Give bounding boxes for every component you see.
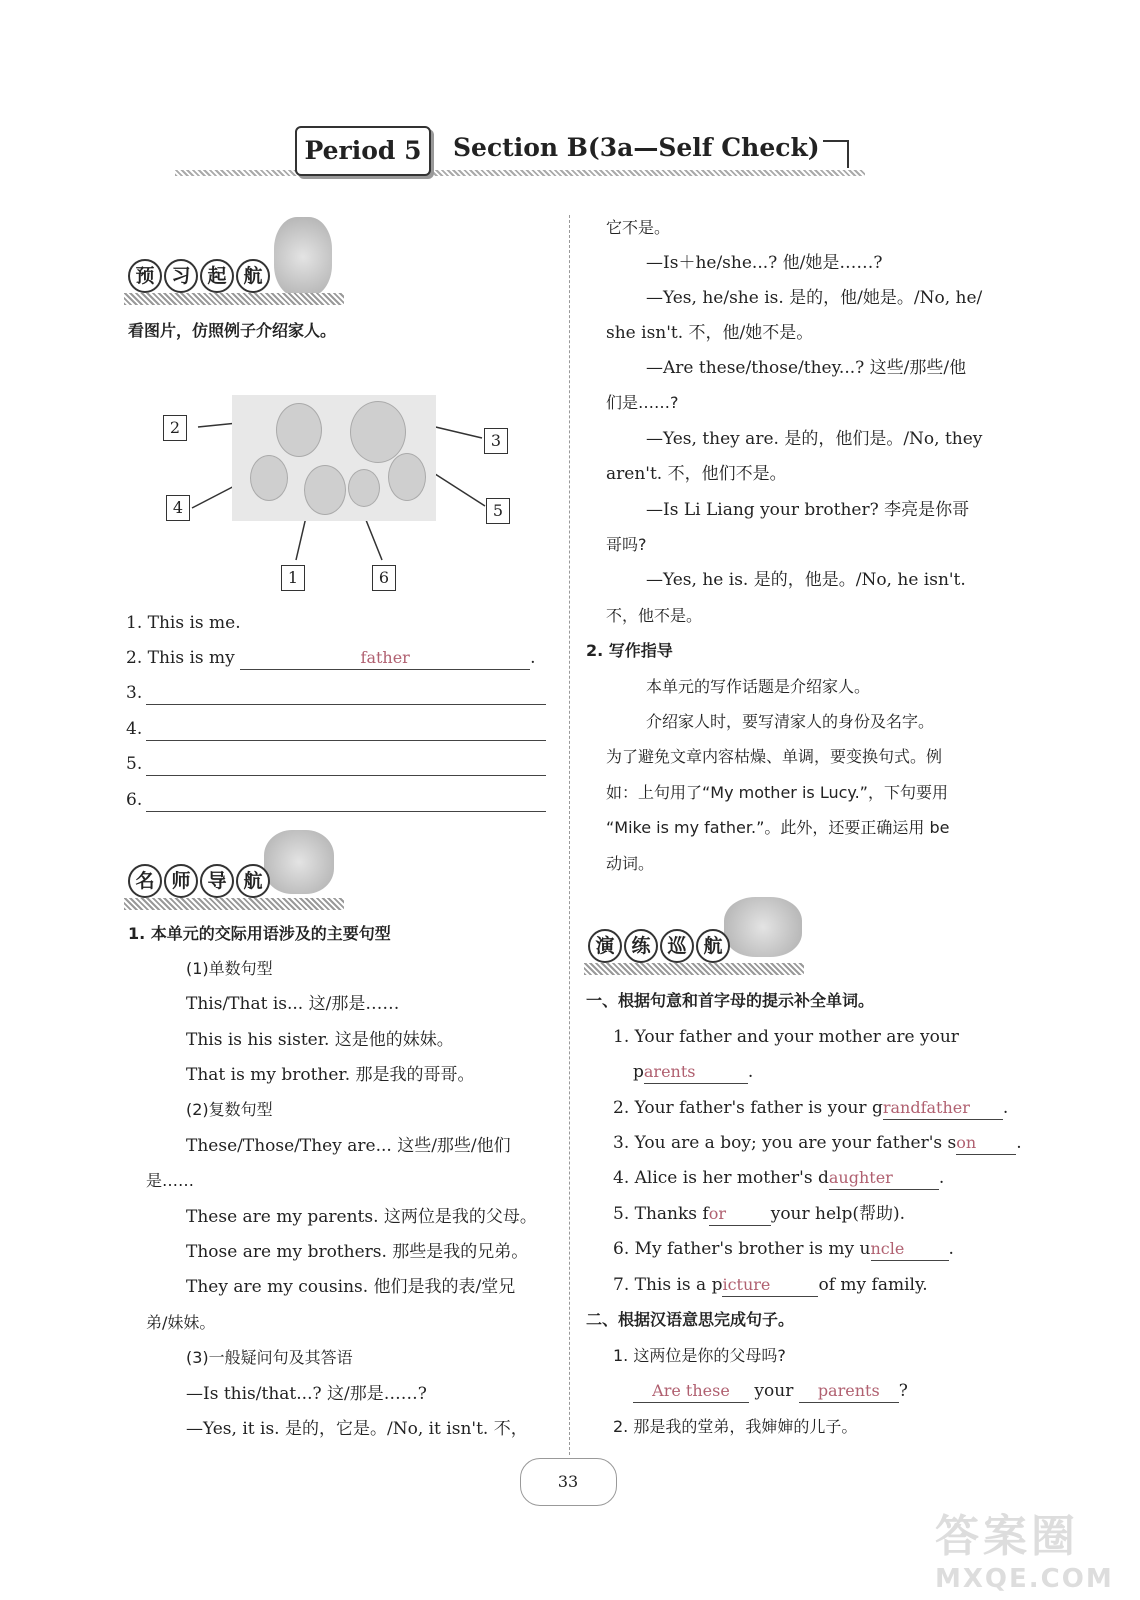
ex-answer: or [708,1204,726,1223]
right-line: aren't. 不，他们不是。 [606,464,787,484]
ex-post: . [938,1168,945,1188]
guide-line: 是…… [146,1171,195,1190]
grandparent-figure [388,453,426,501]
exercise-1: 1. Your father and your mother are your [613,1027,959,1047]
guide-line: These are my parents. 这两位是我的父母。 [186,1207,537,1227]
ex-pre: 3. You are a boy; you are your father's s [613,1133,957,1153]
banner-char: 练 [624,929,658,963]
banner-guide [124,860,344,916]
banner-char: 习 [164,259,198,293]
answer-line [146,703,546,705]
banner-preview [124,255,344,311]
guide-line: This is his sister. 这是他的妹妹。 [186,1030,454,1050]
question-5: 5. [126,754,143,774]
ex-answer: icture [722,1275,771,1294]
writing-heading: 2. 写作指导 [586,641,673,660]
banner-bar [124,293,344,305]
exercise-3 [613,1132,1022,1155]
question-6: 6. [126,790,143,810]
right-line: 哥吗? [606,535,647,554]
writing-line: 本单元的写作话题是介绍家人。 [646,677,871,696]
q2-blank [240,647,530,670]
ex-post: . [1002,1098,1009,1118]
banner-char: 航 [236,259,270,293]
question-4: 4. [126,719,143,739]
right-line: —Yes, they are. 是的，他们是。/No, they [646,429,983,449]
banner-char: 名 [128,864,162,898]
writing-line: 如：上句用了“My mother is Lucy.”，下句要用 [606,783,948,802]
watermark-bottom: MXQE.COM [935,1564,1114,1594]
right-line: 们是……? [606,393,679,412]
question-3: 3. [126,683,143,703]
ship-icon [724,897,802,957]
ex-blank [644,1061,748,1084]
exercise-5 [613,1203,905,1226]
right-line: she isn't. 不，他/她不是。 [606,323,814,343]
family-picture [232,395,436,521]
right-line: 它不是。 [606,218,671,237]
child-figure [348,469,380,507]
writing-line: “Mike is my father.”。此外，还要正确运用 be [606,818,950,837]
period-label: Period 5 [304,136,422,165]
ex-blank [709,1203,771,1226]
p2-end: ? [898,1381,908,1401]
ex-pre: 2. Your father's father is your g [613,1098,883,1118]
writing-line: 为了避免文章内容枯燥、单调，要变换句式。例 [606,747,943,766]
guide-line: 弟/妹妹。 [146,1313,216,1332]
ex-post: . [1016,1133,1022,1153]
page-number: 33 [557,1472,579,1491]
right-line: —Yes, he is. 是的，他是。/No, he isn't. [646,570,966,590]
ex-post: of my family. [818,1275,928,1295]
exercise-4 [613,1167,944,1190]
watermark-top: 答案圈 [935,1511,1079,1562]
right-line: —Are these/those/they...? 这些/那些/他 [646,358,967,378]
ex-blank [883,1097,1003,1120]
p2-blank [799,1380,899,1403]
period-box [295,126,431,176]
p2-mid: your [754,1381,794,1401]
answer-line [146,774,546,776]
ex-post: . [948,1239,954,1259]
banner-char: 导 [200,864,234,898]
right-line: 不，他不是。 [606,606,703,625]
hint-letter: p [633,1062,644,1082]
label-box: 3 [484,428,508,454]
p2-answer-1: Are these [652,1381,730,1400]
banner-char: 航 [236,864,270,898]
exercise-7 [613,1274,928,1297]
p2-answer-2: parents [817,1381,880,1400]
answer-line [146,810,546,812]
p2-blank [633,1380,749,1403]
question-2 [126,647,536,670]
guide-line: —Is this/that...? 这/那是……? [186,1384,427,1404]
label-box: 4 [166,495,190,521]
father-figure [276,403,322,457]
guide-line: That is my brother. 那是我的哥哥。 [186,1065,475,1085]
guide-heading: 1. 本单元的交际用语涉及的主要句型 [128,924,391,943]
q2-answer: father [360,648,410,667]
banner-char: 巡 [660,929,694,963]
page-title [175,120,865,180]
anchor-icon [274,217,332,297]
ex-answer: randfather [882,1098,970,1117]
ex-blank [956,1132,1016,1155]
guide-line: They are my cousins. 他们是我的表/堂兄 [186,1277,516,1297]
part2-q2: 2. 那是我的堂弟，我婶婶的儿子。 [613,1417,858,1436]
exercise-6 [613,1238,954,1261]
part2-q1-answer [633,1380,908,1403]
telescope-icon [264,830,334,894]
ex-pre: 4. Alice is her mother's d [613,1168,829,1188]
banner-char: 起 [200,259,234,293]
banner-char: 演 [588,929,622,963]
instruction: 看图片，仿照例子介绍家人。 [128,321,337,340]
guide-line: This/That is... 这/那是…… [186,994,400,1014]
banner-bar [124,898,344,910]
right-line: —Is＋he/she...? 他/她是……? [646,253,883,273]
ex-answer: aughter [828,1168,893,1187]
guide-line: (1)单数句型 [186,959,273,978]
watermark [935,1500,1135,1595]
ex-pre: 6. My father's brother is my u [613,1239,871,1259]
right-line: —Yes, he/she is. 是的，他/她是。/No, he/ [646,288,983,308]
exercise-1-cont [633,1061,753,1084]
ex-answer: ncle [870,1239,905,1258]
banner-bar [584,963,804,975]
writing-line: 动词。 [606,854,655,873]
right-line: —Is Li Liang your brother? 李亮是你哥 [646,500,970,520]
banner-char: 航 [696,929,730,963]
column-divider [569,215,570,1455]
label-box: 2 [163,415,187,441]
grandparent-figure [250,455,288,501]
banner-practice [584,925,804,981]
guide-line: These/Those/They are... 这些/那些/他们 [186,1136,511,1156]
writing-line: 介绍家人时，要写清家人的身份及名字。 [646,712,935,731]
ex-blank [829,1167,939,1190]
section-label: Section B(3a—Self Check) [453,133,820,162]
ex-blank [722,1274,818,1297]
ex-pre: 7. This is a p [613,1275,723,1295]
banner-char: 师 [164,864,198,898]
ex-post: your help(帮助). [770,1204,906,1224]
title-hook [823,140,849,168]
exercise-2 [613,1097,1008,1120]
ex-answer: on [956,1133,977,1152]
title-shadow [175,170,865,176]
ex-post: . [747,1062,754,1082]
answer-line [146,739,546,741]
label-box: 6 [372,565,396,591]
guide-line: —Yes, it is. 是的，它是。/No, it isn't. 不， [186,1419,528,1439]
part2-q1: 1. 这两位是你的父母吗? [613,1346,786,1365]
mother-figure [350,401,406,463]
q2-suffix: . [530,648,536,668]
label-box: 5 [486,498,510,524]
ex-answer: arents [643,1062,696,1081]
part2-heading: 二、根据汉语意思完成句子。 [586,1310,795,1329]
ex-blank [871,1238,949,1261]
guide-line: (3)一般疑问句及其答语 [186,1348,353,1367]
child-figure [304,465,346,515]
banner-char: 预 [128,259,162,293]
q2-prefix: 2. This is my [126,648,235,668]
guide-line: (2)复数句型 [186,1100,273,1119]
label-box: 1 [281,565,305,591]
question-1: 1. This is me. [126,613,241,633]
guide-line: Those are my brothers. 那些是我的兄弟。 [186,1242,529,1262]
part1-heading: 一、根据句意和首字母的提示补全单词。 [586,991,875,1010]
ex-pre: 5. Thanks f [613,1204,709,1224]
